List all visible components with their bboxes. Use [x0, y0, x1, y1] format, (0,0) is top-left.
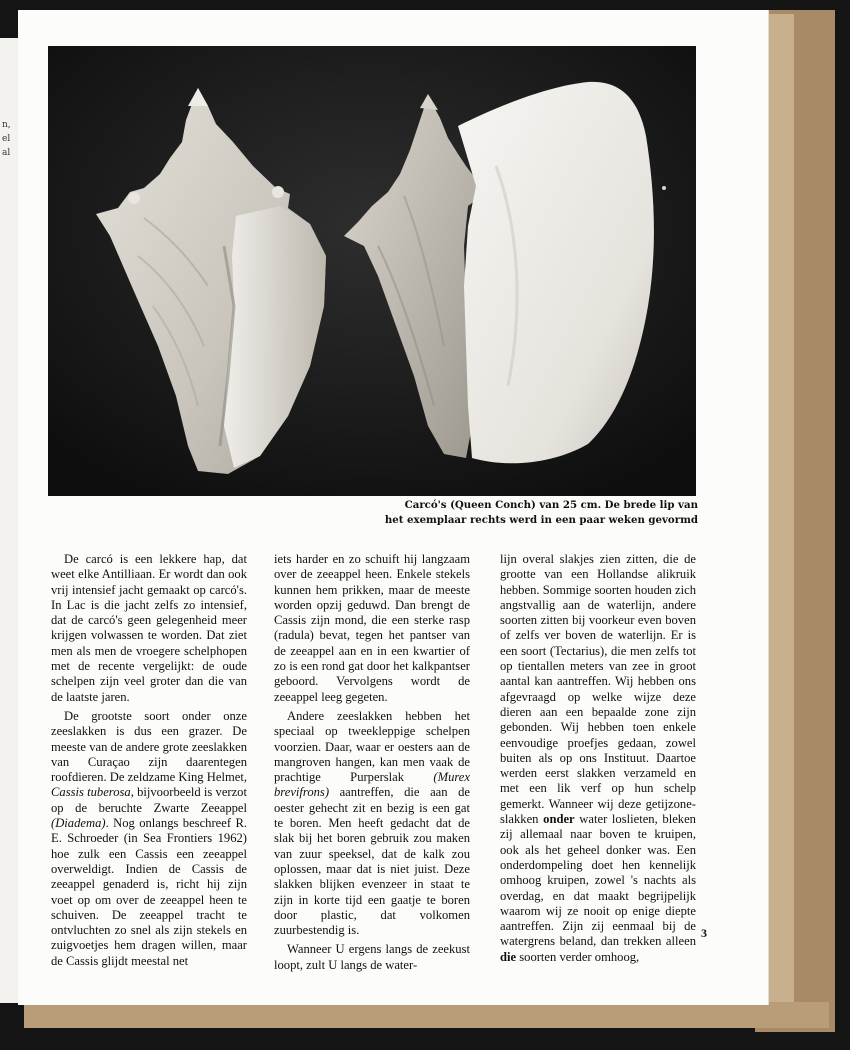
- magazine-page: [18, 10, 768, 1005]
- species-name: Cassis tuberosa: [51, 785, 131, 800]
- text-run: Andere zeeslakken hebben het speciaal op tweekleppige schelpen voorzien. Daar, waar er oesters aan de mangroven hangen, kan men vaak de prachtige Purperslak: [274, 708, 470, 785]
- conch-photo: [48, 46, 696, 496]
- text-column-1: [51, 552, 247, 973]
- paragraph: Wanneer U ergens langs de zeekust loopt, zult U langs de water-: [274, 942, 470, 972]
- text-run: , bijvoorbeeld is verzot op de beruchte Zwarte Zeeappel: [51, 785, 247, 815]
- text-run: . Nog onlangs beschreef R. E. Schroeder (in Sea Frontiers 1962) hoe zulk een Cassis een zeeappel overweldigt. Indien de Cassis de zeeappel genaderd is, richt hij zijn voet op om over de zeeappel heen te schuiven. De zeeappel tracht te ontvluchten zo snel als zijn stekels en zuigvoetjes hem dragen willen, maar de Cassis glijdt meestal net: [51, 816, 247, 968]
- paragraph: De carcó is een lekkere hap, dat weet elke Antilliaan. Er wordt dan ook vrij intensief jacht gemaakt op carcó's. In Lac is die jacht zelfs zo intensief, dat de carcó's geen gelegenheid meer krijgen volwassen te worden. Dat ziet men als men de vroegere schelphopen met de recente vergelijkt: de oude schelpen zijn veel groter dan die van de laatste jaren.: [51, 552, 247, 704]
- text-column-2: [274, 552, 470, 977]
- caption-line: het exemplaar rechts werd in een paar weken gevormd: [384, 514, 698, 526]
- page-number: 3: [701, 926, 707, 940]
- species-name: (Murex brevifrons): [274, 770, 470, 800]
- paragraph: [274, 709, 470, 938]
- emphasis: die: [500, 949, 517, 964]
- paragraph: [51, 709, 247, 969]
- left-page-fragment: n,: [2, 120, 11, 130]
- text-run: aantreffen, die aan de oester gehecht zit en bezig is een gat te boren. Men heeft gedacht dat de slak bij het boren gebruik zou maken van zuur speeksel, dat de kalk zou oplossen, maar dat is niet juist. Deze slakken blijken evenzeer in staat te zijn in korte tijd een gaatje te boren door plastic, dat volkomen zuurbestendig is.: [274, 785, 470, 938]
- left-page-fragment: el: [2, 134, 11, 144]
- paragraph: [500, 552, 696, 965]
- text-run: soorten verder omhoog,: [516, 949, 640, 964]
- emphasis: onder: [543, 812, 575, 827]
- text-run: lijn overal slakjes zien zitten, die de grootte van een Hollandse alikruik hebben. Sommige soorten houden zich angstvallig aan de waterlijn, andere soorten zitten bij voorkeur even boven of zelfs ver boven de waterlijn. Er is een soort (Tectarius), die men zelfs tot op tientallen meters van zee in groot aantal kan aantreffen. Wij hebben ons afgevraagd op welke wijze deze dieren aan een bepaalde zone zijn gebonden. Wij hebben toen enkele eenvoudige proefjes gedaan, zowel buiten als op ons Instituut. Daartoe werden eerst slakken verzameld en met een lik verf op hun schelp gemerkt. Wanneer wij deze getijzone-slakken: [500, 552, 696, 827]
- caption-line: Carcó's (Queen Conch) van 25 cm. De brede lip van: [404, 499, 698, 511]
- text-column-3: [500, 552, 696, 969]
- photo-caption: [338, 498, 698, 528]
- text-run: water loslieten, bleken zij allemaal naar boven te kruipen, ook als het geheel donker was. Een onderdompeling doet hen kennelijk omhoog kruipen, zowel 's nachts als overdag, en dat maakt begrijpelijk waarom wij ze nooit op enige diepte aantreffen. Zijn zij eenmaal bij de watergrens beland, dan trekken alleen: [500, 812, 696, 949]
- conch-shells-image: [48, 46, 696, 496]
- species-name: (Diadema): [51, 816, 106, 831]
- paragraph: iets harder en zo schuift hij langzaam over de zeeappel heen. Enkele stekels kunnen hem prikken, maar de meeste worden opzij geduwd. Dan brengt de Cassis zijn mond, die een sterke rasp (radula) bevat, tegen het pantser van de zeeappel aan en in een kwartier of zo is een rond gat door het kalkpantser geboord. Vervolgens wordt de zeeappel leeg gegeten.: [274, 552, 470, 704]
- left-page-fragment: al: [2, 148, 11, 158]
- book-bottom-edge: [24, 1002, 829, 1028]
- text-run: De grootste soort onder onze zeeslakken is dus een grazer. De meeste van de andere grote zeeslakken van Curaçao zijn daarentegen roofdieren. De zeldzame King Helmet,: [51, 708, 247, 785]
